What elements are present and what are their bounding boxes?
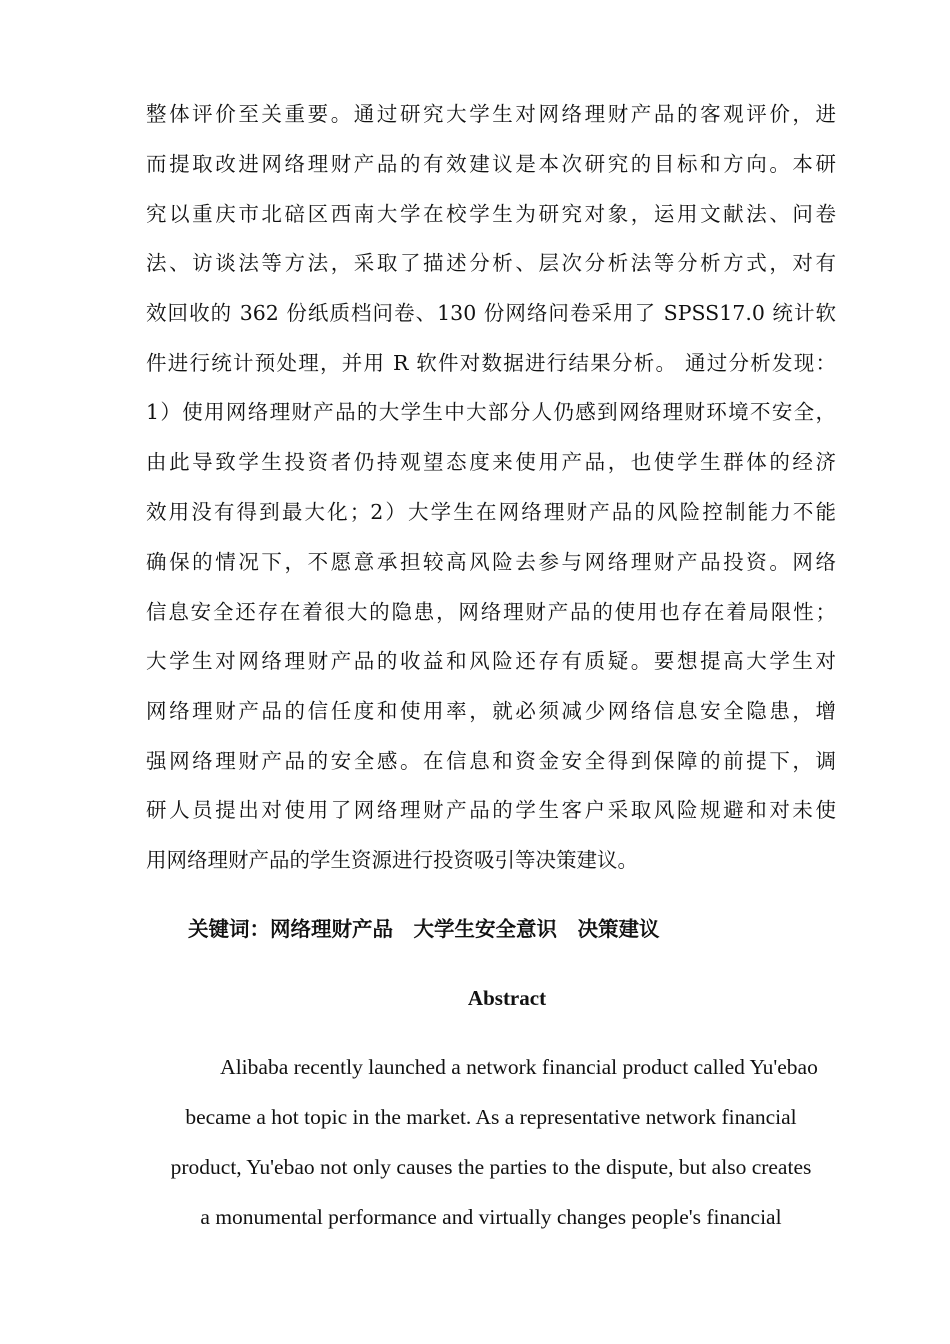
body-line: 强网络理财产品的安全感。在信息和资金安全得到保障的前提下，调 bbox=[146, 749, 836, 773]
body-line: 效用没有得到最大化；2）大学生在网络理财产品的风险控制能力不能 bbox=[146, 500, 836, 524]
body-line: 研人员提出对使用了网络理财产品的学生客户采取风险规避和对未使 bbox=[146, 798, 836, 822]
body-line: 效回收的 362 份纸质档问卷、130 份网络问卷采用了 SPSS17.0 统计软 bbox=[146, 301, 836, 325]
body-line: 用网络理财产品的学生资源进行投资吸引等决策建议。 bbox=[146, 848, 638, 872]
body-line: 整体评价至关重要。通过研究大学生对网络理财产品的客观评价，进 bbox=[146, 102, 836, 126]
body-line: 件进行统计预处理，并用 R 软件对数据进行结果分析。 通过分析发现： bbox=[146, 351, 836, 375]
keywords-line: 关键词：网络理财产品 大学生安全意识 决策建议 bbox=[188, 917, 660, 941]
body-line: 大学生对网络理财产品的收益和风险还存有质疑。要想提高大学生对 bbox=[146, 649, 836, 673]
abstract-line: a monumental performance and virtually changes people's financial bbox=[200, 1205, 782, 1229]
body-line: 而提取改进网络理财产品的有效建议是本次研究的目标和方向。本研 bbox=[146, 152, 836, 176]
body-line: 究以重庆市北碚区西南大学在校学生为研究对象，运用文献法、问卷 bbox=[146, 202, 836, 226]
body-line: 由此导致学生投资者仍持观望态度来使用产品，也使学生群体的经济 bbox=[146, 450, 836, 474]
abstract-line: Alibaba recently launched a network financial product called Yu'ebao bbox=[220, 1055, 818, 1079]
body-line: 1）使用网络理财产品的大学生中大部分人仍感到网络理财环境不安全， bbox=[146, 400, 836, 424]
body-line: 法、访谈法等方法，采取了描述分析、层次分析法等分析方式，对有 bbox=[146, 251, 836, 275]
body-line: 信息安全还存在着很大的隐患，网络理财产品的使用也存在着局限性； bbox=[146, 600, 836, 624]
body-line: 确保的情况下，不愿意承担较高风险去参与网络理财产品投资。网络 bbox=[146, 550, 836, 574]
abstract-line: became a hot topic in the market. As a representative network financial bbox=[185, 1105, 797, 1129]
abstract-line: product, Yu'ebao not only causes the parties to the dispute, but also creates bbox=[170, 1155, 812, 1179]
abstract-heading: Abstract bbox=[467, 986, 547, 1010]
body-line: 网络理财产品的信任度和使用率，就必须减少网络信息安全隐患，增 bbox=[146, 699, 836, 723]
